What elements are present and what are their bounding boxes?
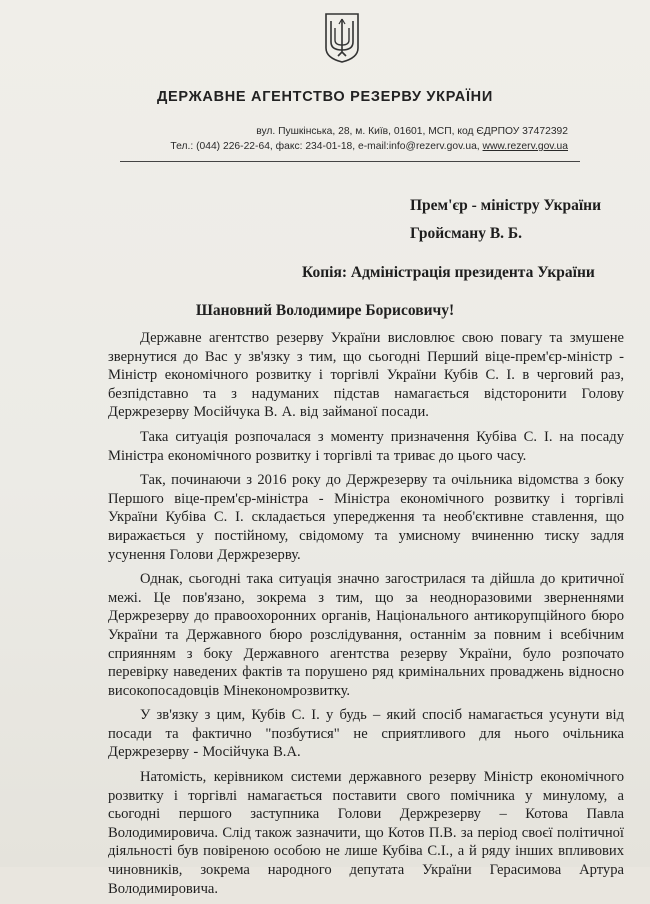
letterhead-contacts xyxy=(170,124,568,154)
trident-icon xyxy=(323,12,361,64)
copy-recipient: Копія: Адміністрація президента України xyxy=(302,264,595,281)
body-paragraph: Державне агентство резерву України висловлює свою повагу та змушене звернутися до Вас у зв'язку з тим, що сьогодні Перший віце-прем'єр-міністр - Міністр економічного розвитку і торгівлі України Кубів С. І. в черговий раз, безпідставно та з надуманих підстав намагається відсторонити Голову Держрезерву Мосійчука В. А. від займаної посади. xyxy=(108,330,624,421)
addressee-title: Прем'єр - міністру України xyxy=(410,197,602,214)
salutation: Шановний Володимире Борисовичу! xyxy=(195,302,455,319)
addressee-name: Гройсману В. Б. xyxy=(410,225,523,242)
agency-name: ДЕРЖАВНЕ АГЕНТСТВО РЕЗЕРВУ УКРАЇНИ xyxy=(157,89,493,105)
body-paragraph: Однак, сьогодні така ситуація значно загострилася та дійшла до критичної межі. Це пов'язано, зокрема з тим, що за неодноразовими зверненнями Держрезерву до правоохоронних органів, Національного антикорупційного бюро України та Державного бюро розслідування, останнім за повним і всебічним сприянням з боку Державного агентства резерву України, було розпочато перевірку наведених фактів та порушено ряд кримінальних проваджень відносно високопосадовців Мінекономрозвитку. xyxy=(108,571,624,699)
phone-email-text: Тел.: (044) 226-22-64, факс: 234-01-18, e-mail:info@rezerv.gov.ua, xyxy=(170,141,483,152)
body-paragraph: Натомість, керівником системи державного резерву Міністр економічного розвитку і торгівлі намагається поставити свого помічника у минулому, а сьогодні першого заступника Голови Держрезерву – Котова Павла Володимировича. Слід також зазначити, що Котов П.В. за період своєї політичної діяльності був повіреною особою не лише Кубіва С.І., а й ряду інших впливових чиновників, зокрема народного депутата України Герасимова Артура Володимировича. xyxy=(108,769,624,897)
address-line: вул. Пушкінська, 28, м. Київ, 01601, МСП, код ЄДРПОУ 37472392 xyxy=(256,126,568,137)
body-paragraph: Така ситуація розпочалася з моменту призначення Кубіва С. І. на посаду Міністра економічного розвитку і торгівлі та триває до цього часу. xyxy=(108,428,624,464)
letter-body xyxy=(108,329,624,904)
website-link[interactable]: www.rezerv.gov.ua xyxy=(482,141,568,152)
body-paragraph: У зв'язку з цим, Кубів С. І. у будь – який спосіб намагається усунути від посади та фактично "позбутися" не сприятливого для нього очільника Держрезерву - Мосійчука В.А. xyxy=(108,707,624,761)
contact-line xyxy=(170,139,568,154)
letterhead-divider xyxy=(120,161,580,162)
body-paragraph: Так, починаючи з 2016 року до Держрезерву та очільника відомства з боку Першого віце-прем'єр-міністра - Міністра економічного розвитку і торгівлі України Кубіва С. І. складається упередження та необ'єктивне ставлення, що виражається у постійному, свідомому та умисному вчиненню тиску задля усунення Голови Держрезерву. xyxy=(108,472,624,563)
